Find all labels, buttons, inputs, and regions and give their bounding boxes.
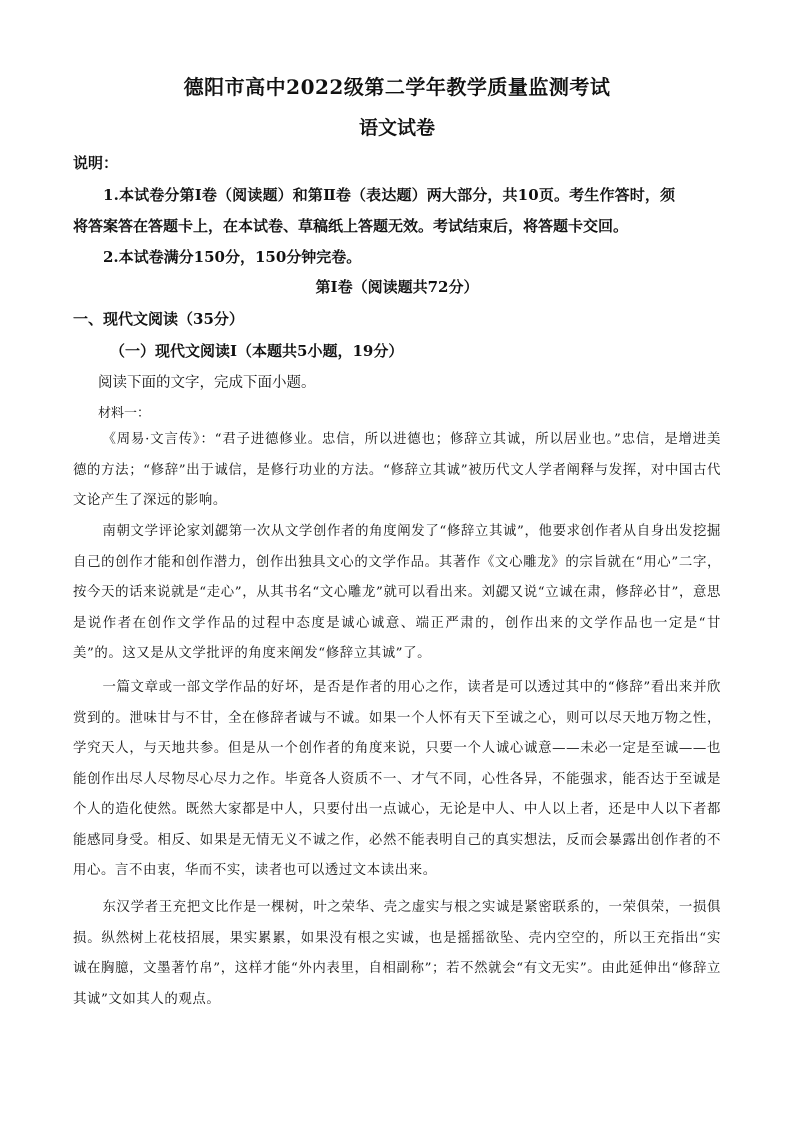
instructions-label: 说明： [73, 154, 119, 172]
passage-paragraph: 《周易·文言传》：“君子进德修业。忠信，所以进德也；修辞立其诚，所以居业也。”忠信，是增进美德的方法；“修辞”出于诚信，是修行功业的方法。“修辞立其诚”被历代文人学者阐释与发挥，对中国古代文论产生了深远的影响。 [73, 432, 721, 508]
instruction-1-line-1: 1.本试卷分第Ⅰ卷（阅读题）和第Ⅱ卷（表达题）两大部分，共10页。考生作答时，须 [103, 186, 676, 204]
exam-title: 德阳市高中2022级第二学年教学质量监测考试 [183, 75, 611, 99]
passage-paragraph: 南朝文学评论家刘勰第一次从文学创作者的角度阐发了“修辞立其诚”，他要求创作者从自身出发挖掘自己的创作才能和创作潜力，创作出独具文心的文学作品。其著作《文心雕龙》的宗旨就在“用心”二字，按今天的话来说就是“走心”，从其书名“文心雕龙”就可以看出来。刘勰又说“立诚在肃，修辞必甘”，意思是说作者在创作文学作品的过程中态度是诚心诚意、端正严肃的，创作出来的文学作品也一定是“甘美”的。这又是从文学批评的角度来阐发“修辞立其诚”了。 [73, 524, 721, 661]
material-label: 材料一： [98, 406, 151, 421]
passage-paragraph: 东汉学者王充把文比作是一棵树，叶之荣华、壳之虚实与根之实诚是紧密联系的，一荣俱荣，一损俱损。纵然树上花枝招展，果实累累，如果没有根之实诚，也是摇摇欲坠、壳内空空的，所以王充指出“实诚在胸臆，文墨著竹帛”，这样才能“外内表里，自相副称”；若不然就会“有文无实”。由此延伸出“修辞立其诚”文如其人的观点。 [73, 900, 721, 1007]
reading-directive: 阅读下面的文字，完成下面小题。 [98, 375, 316, 391]
instruction-2: 2.本试卷满分150分，150分钟完卷。 [103, 248, 362, 266]
part-heading: 一、现代文阅读（35分） [73, 310, 244, 328]
exam-subtitle: 语文试卷 [358, 117, 435, 139]
volume-heading: 第Ⅰ卷（阅读题共72分） [315, 278, 479, 296]
passage-paragraph: 一篇文章或一部文学作品的好坏，是否是作者的用心之作，读者是可以透过其中的“修辞”看出来并欣赏到的。泄味甘与不甘，全在修辞者诚与不诚。如果一个人怀有天下至诚之心，则可以尽天地万物之性，学究天人，与天地共参。但是从一个创作者的角度来说，只要一个人诚心诚意——未必一定是至诚——也能创作出尽人尽物尽心尽力之作。毕竟各人资质不一、才气不同，心性各异，不能强求，能否达于至诚是个人的造化使然。既然大家都是中人，只要付出一点诚心，无论是中人、中人以上者，还是中人以下者都能感同身受。相反、如果是无情无义不诚之作，必然不能表明自己的真实想法，反而会暴露出创作者的不用心。言不由衷，华而不实，读者也可以透过文本读出来。 [73, 680, 721, 878]
instruction-1-line-2: 将答案答在答题卡上，在本试卷、草稿纸上答题无效。考试结束后，将答题卡交回。 [73, 217, 629, 235]
subpart-heading: （一）现代文阅读Ⅰ（本题共5小题，19分） [110, 342, 404, 360]
